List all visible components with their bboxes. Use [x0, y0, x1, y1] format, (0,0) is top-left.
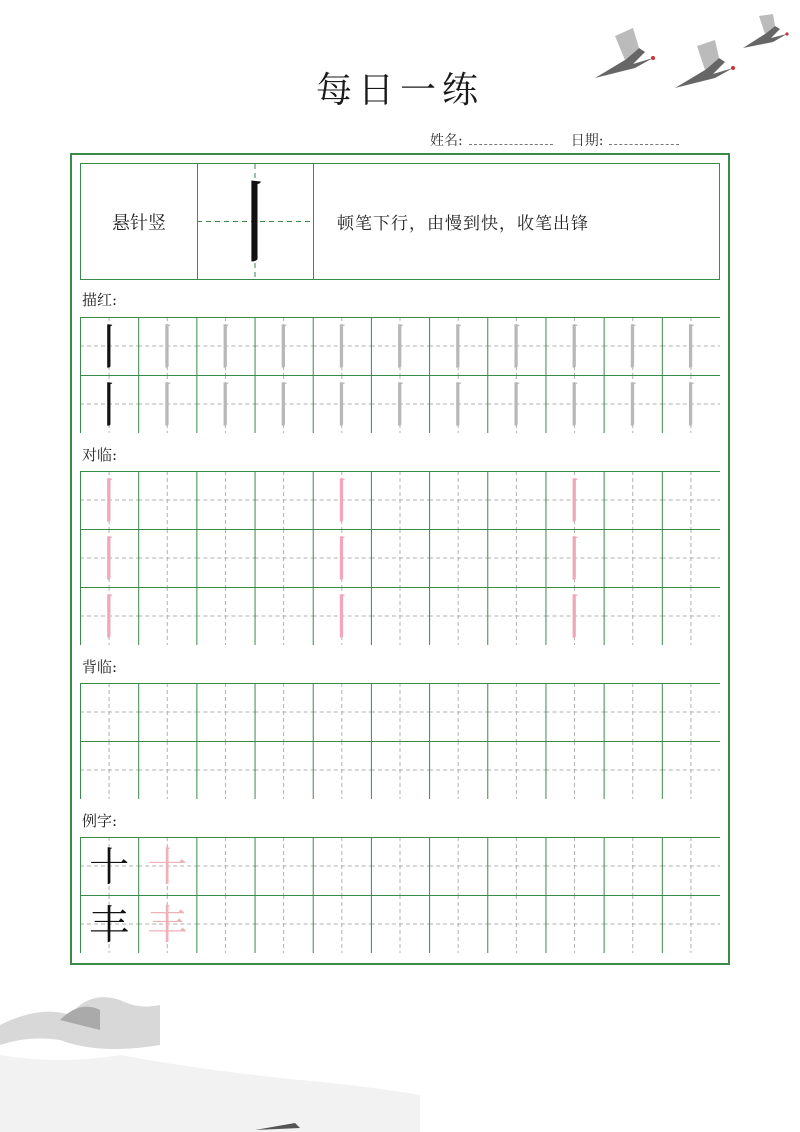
meta-row	[430, 130, 691, 150]
trace-glyph: 丨	[259, 319, 308, 376]
examples-label: 例字:	[82, 812, 118, 830]
examples-grid[interactable]	[80, 837, 720, 953]
copy-guide-glyph: 丨	[317, 473, 366, 530]
recall-label: 背临:	[82, 658, 118, 676]
date-label: 日期:	[570, 133, 604, 149]
ink-landscape-illustration	[0, 985, 420, 1132]
copy-guide-glyph: 丨	[550, 473, 599, 530]
trace-glyph: 丨	[143, 377, 192, 433]
recall-grid[interactable]	[80, 683, 720, 799]
trace-glyph: 丨	[85, 377, 134, 433]
trace-glyph: 丨	[666, 319, 715, 376]
copy-guide-glyph: 丨	[85, 531, 134, 588]
trace-glyph: 丨	[492, 377, 541, 433]
example-trace-char: 丰	[147, 902, 188, 949]
stroke-glyph: 丨	[210, 171, 300, 276]
stroke-demo-box	[197, 164, 314, 279]
copy-guide-glyph: 丨	[85, 589, 134, 645]
page-title: 每日一练	[315, 70, 484, 111]
trace-glyph: 丨	[259, 377, 308, 433]
copy-label: 对临:	[82, 446, 118, 464]
example-trace-char: 十	[147, 844, 188, 891]
trace-glyph: 丨	[492, 319, 541, 376]
trace-glyph: 丨	[375, 319, 425, 376]
trace-glyph: 丨	[201, 377, 250, 433]
copy-guide-glyph: 丨	[550, 531, 599, 588]
trace-glyph: 丨	[434, 319, 483, 376]
copy-guide-glyph: 丨	[317, 589, 366, 645]
trace-glyph: 丨	[434, 377, 483, 433]
example-char: 十	[89, 844, 130, 891]
trace-glyph: 丨	[143, 319, 192, 376]
copy-guide-glyph: 丨	[550, 589, 599, 645]
stroke-header	[80, 163, 720, 280]
trace-label: 描红:	[82, 291, 118, 309]
cranes-illustration	[575, 8, 795, 98]
date-field[interactable]	[609, 136, 679, 145]
name-field[interactable]	[469, 136, 553, 145]
trace-glyph: 丨	[666, 377, 715, 433]
trace-glyph: 丨	[608, 377, 657, 433]
copy-guide-glyph: 丨	[85, 473, 134, 530]
trace-glyph: 丨	[201, 319, 250, 376]
copy-guide-glyph: 丨	[317, 531, 366, 588]
trace-grid[interactable]	[80, 317, 720, 433]
trace-glyph: 丨	[375, 377, 425, 433]
name-label: 姓名:	[430, 133, 463, 149]
trace-glyph: 丨	[317, 377, 366, 433]
trace-glyph: 丨	[317, 319, 366, 376]
trace-glyph: 丨	[85, 319, 134, 376]
trace-glyph: 丨	[550, 319, 599, 376]
trace-glyph: 丨	[608, 319, 657, 376]
stroke-name: 悬针竖	[81, 164, 198, 279]
copy-grid[interactable]	[80, 471, 720, 645]
trace-glyph: 丨	[550, 377, 599, 433]
stroke-description: 顿笔下行，由慢到快，收笔出锋	[337, 214, 589, 234]
example-char: 丰	[89, 902, 130, 949]
